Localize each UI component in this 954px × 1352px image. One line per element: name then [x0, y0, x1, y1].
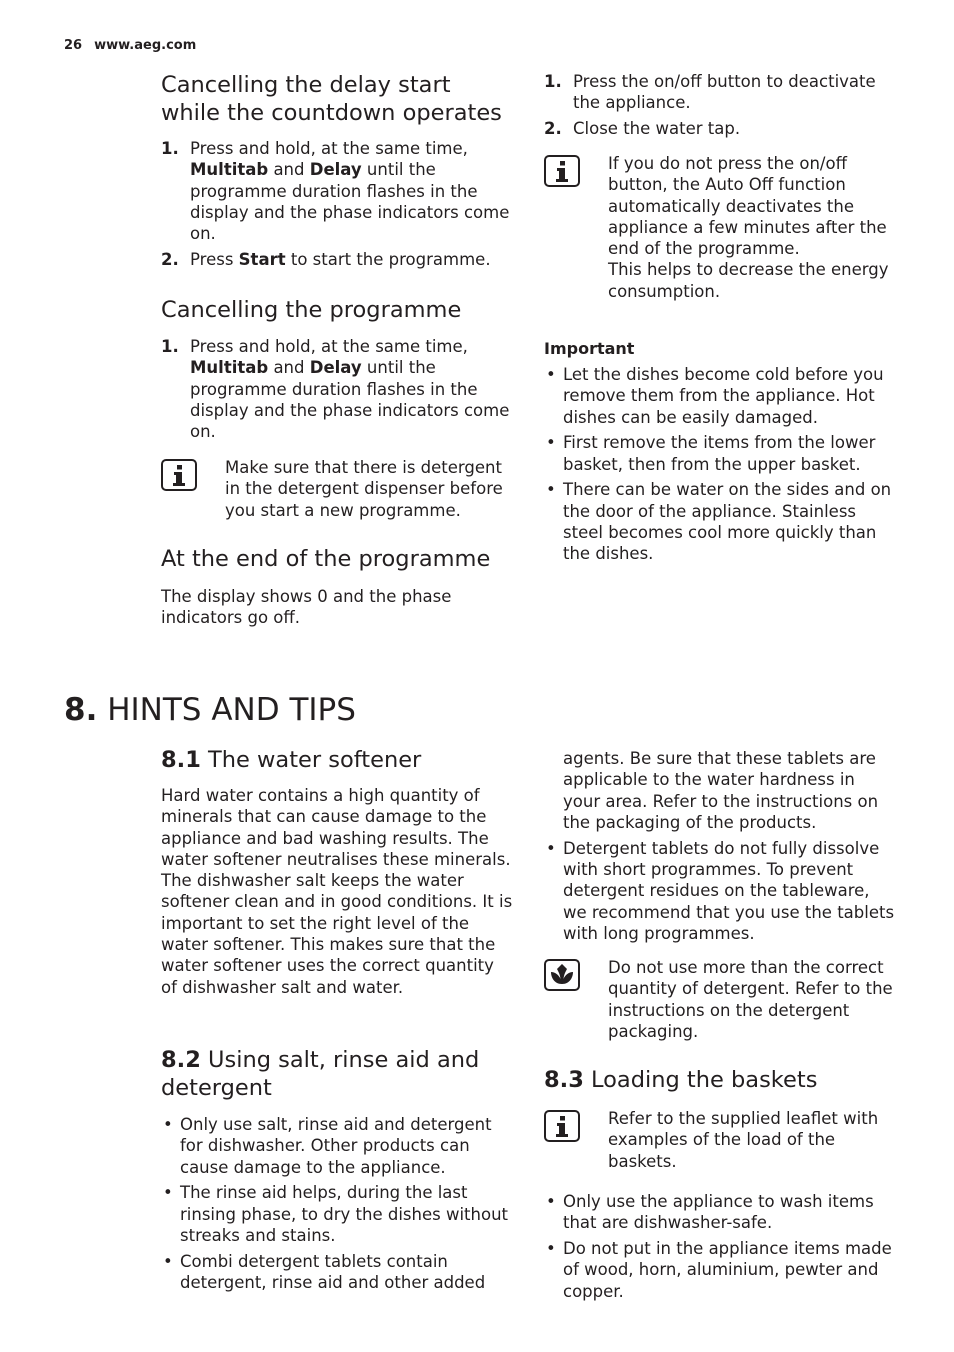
- chapter-number: 8.: [64, 692, 98, 728]
- step-text: and: [268, 160, 310, 180]
- section-loading-baskets-list: [544, 1191, 896, 1306]
- section-title: At the end of the programme: [161, 546, 491, 572]
- note-text: [608, 153, 898, 302]
- section-loading-baskets: [544, 1066, 896, 1094]
- bullet-icon: •: [546, 365, 556, 384]
- bullet-icon: •: [546, 1192, 556, 1211]
- section-salt-rinse-detergent: [161, 1046, 513, 1298]
- bullet-icon: •: [163, 1183, 173, 1203]
- bullet-icon: •: [163, 1251, 173, 1271]
- list-item: [544, 1191, 896, 1234]
- section-end-programme: [161, 545, 513, 629]
- step-text: and: [268, 358, 310, 378]
- list-item-text: There can be water on the sides and on the door of the appliance. Stainless steel becomes cool more quickly than the dishes.: [563, 480, 892, 564]
- step-number: 1.: [544, 72, 562, 91]
- list-item: [544, 838, 896, 944]
- control-name: Multitab: [190, 358, 269, 378]
- step-list: [161, 138, 513, 270]
- header-url: www.aeg.com: [94, 38, 197, 53]
- step-item: [161, 249, 513, 270]
- info-note: [161, 457, 513, 527]
- step-number: 1.: [161, 139, 179, 158]
- section-number: 8.1: [161, 747, 201, 773]
- section-water-softener: [161, 746, 513, 998]
- section-title-text: The water softener: [208, 747, 422, 773]
- list-item: [161, 1114, 513, 1178]
- step-item: [161, 138, 513, 244]
- section-title: [161, 746, 513, 774]
- control-name: Delay: [309, 160, 362, 180]
- step-item: [544, 71, 896, 114]
- list-item-text: Detergent tablets do not fully dissolve with short programmes. To prevent detergent residues on the tableware, we recommend that you use the tablets with long programmes.: [563, 838, 895, 943]
- step-list: [544, 71, 896, 139]
- list-item-text: Do not put in the appliance items made of wood, horn, aluminium, pewter and copper.: [563, 1239, 892, 1301]
- step-text: Press and hold, at the same time,: [190, 139, 468, 158]
- list-item-text: Let the dishes become cold before you remove them from the appliance. Hot dishes can be easily damaged.: [563, 365, 884, 427]
- note-line: This helps to decrease the energy consumption.: [608, 260, 889, 301]
- bullet-list: [161, 1114, 513, 1293]
- paragraph: Hard water contains a high quantity of minerals that can cause damage to the appliance and bad washing results. The water softener neutralises these minerals.: [161, 786, 511, 869]
- info-icon: [544, 155, 580, 187]
- list-item-text: Only use salt, rinse aid and detergent for dishwasher. Other products can cause damage to the appliance.: [180, 1115, 492, 1177]
- step-text: Close the water tap.: [573, 119, 741, 139]
- step-text: Press: [190, 249, 239, 269]
- step-list: [161, 336, 513, 442]
- list-item-text: Combi detergent tablets contain detergent, rinse aid and other added: [180, 1251, 486, 1293]
- page-header: [64, 38, 196, 53]
- section-text: The display shows 0 and the phase indicators go off.: [161, 587, 452, 628]
- bullet-list: [544, 838, 896, 944]
- bullet-icon: •: [546, 1239, 556, 1259]
- bullet-icon: •: [546, 480, 556, 500]
- note-text: Do not use more than the correct quantity of detergent. Refer to the instructions on the detergent packaging.: [608, 958, 893, 1041]
- section-salt-rinse-detergent-cont: [544, 748, 896, 949]
- step-number: 1.: [161, 337, 179, 356]
- section-number: 8.2: [161, 1047, 201, 1073]
- bullet-icon: •: [546, 433, 556, 453]
- environment-icon: [544, 959, 580, 991]
- section-title: [161, 1046, 513, 1102]
- bullet-icon: •: [163, 1115, 173, 1134]
- section-title: Cancelling the delay start while the countdown operates: [161, 72, 502, 126]
- control-name: Multitab: [190, 160, 269, 180]
- section-title: Cancelling the programme: [161, 297, 462, 323]
- list-item-text: First remove the items from the lower basket, then from the upper basket.: [563, 433, 876, 474]
- environment-note: [544, 957, 896, 1047]
- info-note: [544, 1108, 896, 1178]
- section-title-text: Using salt, rinse aid and detergent: [161, 1047, 480, 1101]
- control-name: Delay: [309, 358, 362, 378]
- page-number: 26: [64, 38, 83, 53]
- section-title-text: Loading the baskets: [591, 1067, 818, 1093]
- paragraph: The dishwasher salt keeps the water softener clean and in good conditions. It is important to set the right level of the water softener. This makes sure that the water softener uses the correct quantity of dishwasher salt and water.: [161, 871, 513, 997]
- note-text: Make sure that there is detergent in the detergent dispenser before you start a new programme.: [225, 458, 503, 520]
- section-important: [544, 339, 896, 569]
- step-text: to start the programme.: [285, 249, 491, 269]
- step-text: Press and hold, at the same time,: [190, 337, 468, 356]
- important-heading: Important: [544, 339, 635, 358]
- list-item: [544, 364, 896, 428]
- note-line: If you do not press the on/off button, the Auto Off function automatically deactivates the appliance a few minutes after the end of the programme.: [608, 154, 887, 259]
- step-item: [544, 118, 896, 139]
- control-name: Start: [238, 249, 286, 269]
- chapter-title: HINTS AND TIPS: [107, 692, 356, 728]
- note-text: Refer to the supplied leaflet with examples of the load of the baskets.: [608, 1109, 879, 1171]
- list-item-text: Only use the appliance to wash items that are dishwasher-safe.: [563, 1192, 874, 1233]
- info-icon: [161, 459, 197, 491]
- list-item: [544, 1238, 896, 1302]
- important-list: [544, 364, 896, 565]
- list-item-text: The rinse aid helps, during the last rinsing phase, to dry the dishes without streaks and stains.: [180, 1183, 508, 1245]
- chapter-heading: [64, 690, 356, 730]
- step-text: Press the on/off button to deactivate the appliance.: [573, 72, 876, 113]
- list-item: [544, 432, 896, 475]
- step-number: 2.: [161, 249, 179, 269]
- step-item: [161, 336, 513, 442]
- info-icon: [544, 1110, 580, 1142]
- list-item: [544, 479, 896, 564]
- step-text: until the programme duration flashes in the display and the phase indicators come on.: [190, 160, 510, 244]
- section-switch-off: [544, 71, 896, 144]
- section-number: 8.3: [544, 1067, 584, 1093]
- section-cancel-programme: [161, 296, 513, 447]
- section-cancel-delay: [161, 71, 513, 275]
- paragraph-continued: agents. Be sure that these tablets are applicable to the water hardness in your area. Refer to the instructions on the packaging of the products.: [563, 749, 879, 832]
- list-item: [161, 1182, 513, 1246]
- step-number: 2.: [544, 119, 562, 139]
- step-text: until the programme duration flashes in the display and the phase indicators come on.: [190, 358, 510, 442]
- list-item: [161, 1251, 513, 1294]
- bullet-list: [544, 1191, 896, 1302]
- section-title: [544, 1066, 896, 1094]
- info-note: [544, 153, 896, 303]
- bullet-icon: •: [546, 838, 556, 858]
